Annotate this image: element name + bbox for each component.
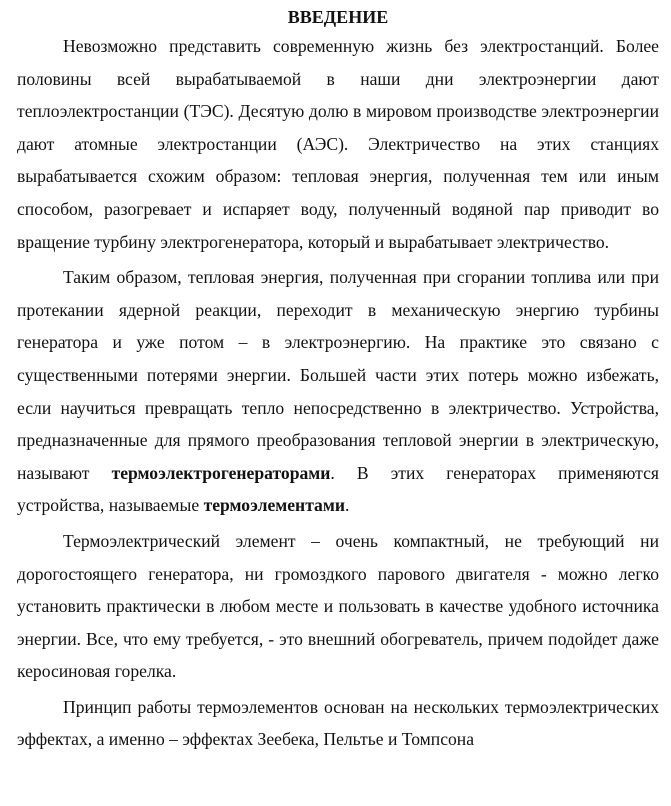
document-title: ВВЕДЕНИЕ <box>287 7 389 27</box>
paragraph-conversion-text-3: . <box>344 495 350 516</box>
paragraph-principle: Принцип работы термоэлементов основан на нескольких термоэлектрических эффектах, а именно – эффектах Зеебека, Пельтье и Томпсона <box>17 696 659 750</box>
term-thermoelements: термоэлементами <box>203 495 345 516</box>
term-thermoelectric-generators: термоэлектрогенераторами <box>111 462 331 483</box>
paragraph-conversion-text-2: . В этих генераторах применяются устройства, называемые <box>17 462 659 516</box>
paragraph-intro: Невозможно представить современную жизнь без электростанций. Более половины всей вырабатываемой в наши дни электроэнергии дают теплоэлектростанции (ТЭС). Десятую долю в мировом производстве электроэнергии дают атомные электростанции (АЭС). Электричество на этих станциях вырабатывается схожим образом: тепловая энергия, полученная тем или иным способом, разогревает и испаряет воду, полученный водяной пар приводит во вращение турбину электрогенератора, который и вырабатывает электричество. <box>17 36 659 252</box>
paragraph-conversion <box>17 261 659 522</box>
paragraph-thermoelement: Термоэлектрический элемент – очень компактный, не требующий ни дорогостоящего генератора, ни громоздкого парового двигателя - можно легко установить практически в любом месте и пользовать в качестве удобного источника энергии. Все, что ему требуется, - это внешний обогреватель, причем подойдет даже керосиновая горелка. <box>17 530 659 682</box>
paragraph-conversion-text-1: Таким образом, тепловая энергия, полученная при сгорании топлива или при протекании ядерной реакции, переходит в механическую энергию турбины генератора и уже потом – в электроэнергию. На практике это связано с существенными потерями энергии. Большей части этих потерь можно избежать, если научиться превращать тепло непосредственно в электричество. Устройства, предназначенные для прямого преобразования тепловой энергии в электрическую, называют <box>17 267 659 483</box>
